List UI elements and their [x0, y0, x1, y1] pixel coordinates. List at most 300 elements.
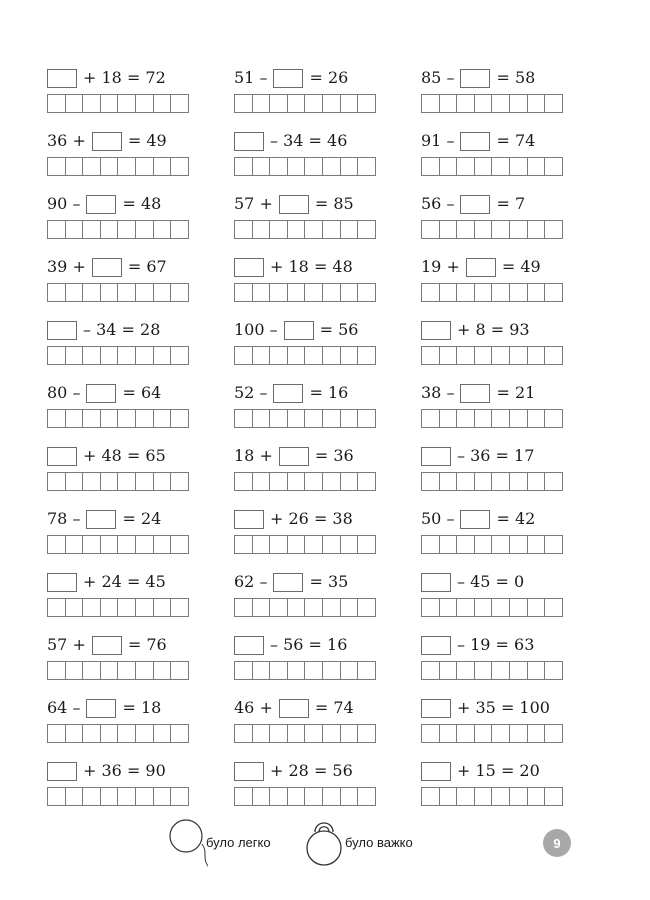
answer-cell[interactable]	[117, 94, 136, 113]
answer-cell[interactable]	[509, 94, 528, 113]
answer-cell[interactable]	[234, 220, 253, 239]
answer-cell[interactable]	[340, 598, 359, 617]
answer-cell[interactable]	[456, 220, 475, 239]
answer-cell[interactable]	[135, 787, 154, 806]
answer-cell[interactable]	[269, 409, 288, 428]
answer-cell[interactable]	[117, 283, 136, 302]
answer-cell[interactable]	[491, 283, 510, 302]
answer-cell[interactable]	[491, 94, 510, 113]
answer-cell[interactable]	[340, 283, 359, 302]
answer-cell[interactable]	[65, 157, 84, 176]
answer-cell[interactable]	[170, 283, 189, 302]
answer-cell[interactable]	[153, 283, 172, 302]
answer-cell[interactable]	[322, 220, 341, 239]
answer-cell[interactable]	[421, 472, 440, 491]
missing-number-box[interactable]	[279, 447, 309, 466]
answer-cell[interactable]	[474, 157, 493, 176]
answer-cell[interactable]	[135, 94, 154, 113]
answer-cell[interactable]	[474, 220, 493, 239]
answer-cell[interactable]	[252, 787, 271, 806]
answer-cell[interactable]	[456, 94, 475, 113]
answer-cell[interactable]	[269, 157, 288, 176]
answer-cell[interactable]	[421, 787, 440, 806]
answer-cell[interactable]	[234, 346, 253, 365]
answer-cell[interactable]	[100, 724, 119, 743]
missing-number-box[interactable]	[92, 636, 122, 655]
answer-cell[interactable]	[322, 787, 341, 806]
answer-cell[interactable]	[439, 472, 458, 491]
answer-cell[interactable]	[287, 346, 306, 365]
answer-cell[interactable]	[287, 535, 306, 554]
answer-cell[interactable]	[544, 409, 563, 428]
missing-number-box[interactable]	[47, 573, 77, 592]
answer-cell[interactable]	[234, 787, 253, 806]
missing-number-box[interactable]	[460, 69, 490, 88]
answer-cell[interactable]	[252, 283, 271, 302]
answer-cell[interactable]	[82, 283, 101, 302]
answer-cell[interactable]	[474, 598, 493, 617]
missing-number-box[interactable]	[421, 321, 451, 340]
answer-cell[interactable]	[117, 787, 136, 806]
answer-cell[interactable]	[304, 220, 323, 239]
answer-cell[interactable]	[527, 409, 546, 428]
answer-cell[interactable]	[439, 157, 458, 176]
answer-cell[interactable]	[117, 535, 136, 554]
answer-cell[interactable]	[135, 598, 154, 617]
answer-cell[interactable]	[474, 94, 493, 113]
answer-cell[interactable]	[65, 535, 84, 554]
answer-cell[interactable]	[252, 220, 271, 239]
answer-cell[interactable]	[544, 283, 563, 302]
answer-cell[interactable]	[47, 661, 66, 680]
missing-number-box[interactable]	[466, 258, 496, 277]
answer-cell[interactable]	[527, 157, 546, 176]
missing-number-box[interactable]	[234, 762, 264, 781]
answer-cell[interactable]	[252, 661, 271, 680]
answer-cell[interactable]	[357, 787, 376, 806]
answer-cell[interactable]	[47, 724, 66, 743]
missing-number-box[interactable]	[421, 573, 451, 592]
answer-cell[interactable]	[135, 157, 154, 176]
answer-cell[interactable]	[47, 220, 66, 239]
missing-number-box[interactable]	[460, 510, 490, 529]
answer-cell[interactable]	[287, 661, 306, 680]
answer-cell[interactable]	[527, 220, 546, 239]
missing-number-box[interactable]	[273, 573, 303, 592]
answer-cell[interactable]	[100, 283, 119, 302]
answer-cell[interactable]	[117, 472, 136, 491]
answer-cell[interactable]	[509, 283, 528, 302]
answer-cell[interactable]	[269, 94, 288, 113]
answer-cell[interactable]	[527, 724, 546, 743]
missing-number-box[interactable]	[47, 321, 77, 340]
answer-cell[interactable]	[509, 157, 528, 176]
answer-cell[interactable]	[47, 157, 66, 176]
answer-cell[interactable]	[421, 724, 440, 743]
missing-number-box[interactable]	[460, 195, 490, 214]
answer-cell[interactable]	[82, 220, 101, 239]
answer-cell[interactable]	[287, 94, 306, 113]
answer-cell[interactable]	[340, 220, 359, 239]
answer-cell[interactable]	[357, 598, 376, 617]
answer-cell[interactable]	[135, 472, 154, 491]
answer-cell[interactable]	[100, 598, 119, 617]
answer-cell[interactable]	[509, 409, 528, 428]
answer-cell[interactable]	[509, 661, 528, 680]
answer-cell[interactable]	[357, 472, 376, 491]
answer-cell[interactable]	[322, 346, 341, 365]
answer-cell[interactable]	[322, 157, 341, 176]
answer-cell[interactable]	[474, 724, 493, 743]
answer-cell[interactable]	[82, 724, 101, 743]
missing-number-box[interactable]	[279, 699, 309, 718]
answer-cell[interactable]	[421, 598, 440, 617]
answer-cell[interactable]	[47, 346, 66, 365]
answer-cell[interactable]	[527, 472, 546, 491]
answer-cell[interactable]	[527, 535, 546, 554]
answer-cell[interactable]	[456, 472, 475, 491]
answer-cell[interactable]	[527, 346, 546, 365]
answer-cell[interactable]	[153, 724, 172, 743]
answer-cell[interactable]	[439, 535, 458, 554]
answer-cell[interactable]	[304, 724, 323, 743]
answer-cell[interactable]	[474, 346, 493, 365]
answer-cell[interactable]	[153, 598, 172, 617]
missing-number-box[interactable]	[273, 69, 303, 88]
answer-cell[interactable]	[117, 409, 136, 428]
answer-cell[interactable]	[322, 472, 341, 491]
missing-number-box[interactable]	[47, 69, 77, 88]
answer-cell[interactable]	[252, 724, 271, 743]
answer-cell[interactable]	[47, 787, 66, 806]
answer-cell[interactable]	[491, 409, 510, 428]
answer-cell[interactable]	[82, 787, 101, 806]
answer-cell[interactable]	[65, 787, 84, 806]
missing-number-box[interactable]	[421, 699, 451, 718]
answer-cell[interactable]	[65, 283, 84, 302]
missing-number-box[interactable]	[421, 762, 451, 781]
answer-cell[interactable]	[509, 220, 528, 239]
answer-cell[interactable]	[544, 220, 563, 239]
answer-cell[interactable]	[527, 661, 546, 680]
answer-cell[interactable]	[170, 409, 189, 428]
answer-cell[interactable]	[135, 346, 154, 365]
answer-cell[interactable]	[509, 472, 528, 491]
answer-cell[interactable]	[357, 157, 376, 176]
answer-cell[interactable]	[287, 157, 306, 176]
answer-cell[interactable]	[117, 661, 136, 680]
answer-cell[interactable]	[304, 598, 323, 617]
answer-cell[interactable]	[135, 661, 154, 680]
answer-cell[interactable]	[117, 598, 136, 617]
answer-cell[interactable]	[421, 157, 440, 176]
answer-cell[interactable]	[456, 724, 475, 743]
answer-cell[interactable]	[544, 535, 563, 554]
answer-cell[interactable]	[153, 346, 172, 365]
missing-number-box[interactable]	[421, 636, 451, 655]
answer-cell[interactable]	[439, 724, 458, 743]
missing-number-box[interactable]	[86, 510, 116, 529]
answer-cell[interactable]	[509, 724, 528, 743]
answer-cell[interactable]	[269, 598, 288, 617]
answer-cell[interactable]	[47, 535, 66, 554]
answer-cell[interactable]	[491, 535, 510, 554]
missing-number-box[interactable]	[279, 195, 309, 214]
answer-cell[interactable]	[100, 535, 119, 554]
answer-cell[interactable]	[456, 787, 475, 806]
answer-cell[interactable]	[65, 94, 84, 113]
answer-cell[interactable]	[421, 220, 440, 239]
answer-cell[interactable]	[340, 724, 359, 743]
answer-cell[interactable]	[252, 472, 271, 491]
answer-cell[interactable]	[340, 346, 359, 365]
answer-cell[interactable]	[322, 409, 341, 428]
answer-cell[interactable]	[234, 472, 253, 491]
answer-cell[interactable]	[439, 598, 458, 617]
answer-cell[interactable]	[456, 283, 475, 302]
answer-cell[interactable]	[234, 598, 253, 617]
answer-cell[interactable]	[527, 283, 546, 302]
answer-cell[interactable]	[544, 472, 563, 491]
answer-cell[interactable]	[170, 157, 189, 176]
missing-number-box[interactable]	[273, 384, 303, 403]
missing-number-box[interactable]	[284, 321, 314, 340]
answer-cell[interactable]	[304, 787, 323, 806]
answer-cell[interactable]	[491, 661, 510, 680]
answer-cell[interactable]	[456, 661, 475, 680]
answer-cell[interactable]	[170, 787, 189, 806]
answer-cell[interactable]	[100, 787, 119, 806]
missing-number-box[interactable]	[234, 132, 264, 151]
answer-cell[interactable]	[153, 409, 172, 428]
answer-cell[interactable]	[439, 787, 458, 806]
answer-cell[interactable]	[82, 535, 101, 554]
answer-cell[interactable]	[269, 283, 288, 302]
missing-number-box[interactable]	[460, 384, 490, 403]
answer-cell[interactable]	[357, 724, 376, 743]
answer-cell[interactable]	[153, 94, 172, 113]
answer-cell[interactable]	[153, 472, 172, 491]
answer-cell[interactable]	[340, 157, 359, 176]
answer-cell[interactable]	[234, 283, 253, 302]
answer-cell[interactable]	[544, 598, 563, 617]
answer-cell[interactable]	[439, 220, 458, 239]
answer-cell[interactable]	[456, 409, 475, 428]
kettlebell-icon[interactable]	[303, 816, 345, 866]
answer-cell[interactable]	[153, 220, 172, 239]
answer-cell[interactable]	[474, 661, 493, 680]
answer-cell[interactable]	[474, 535, 493, 554]
answer-cell[interactable]	[421, 94, 440, 113]
answer-cell[interactable]	[234, 535, 253, 554]
answer-cell[interactable]	[322, 724, 341, 743]
answer-cell[interactable]	[304, 472, 323, 491]
answer-cell[interactable]	[304, 661, 323, 680]
answer-cell[interactable]	[269, 535, 288, 554]
answer-cell[interactable]	[340, 472, 359, 491]
answer-cell[interactable]	[100, 409, 119, 428]
answer-cell[interactable]	[170, 94, 189, 113]
answer-cell[interactable]	[491, 598, 510, 617]
answer-cell[interactable]	[135, 535, 154, 554]
answer-cell[interactable]	[252, 157, 271, 176]
answer-cell[interactable]	[252, 409, 271, 428]
answer-cell[interactable]	[357, 220, 376, 239]
answer-cell[interactable]	[287, 220, 306, 239]
answer-cell[interactable]	[170, 598, 189, 617]
answer-cell[interactable]	[287, 787, 306, 806]
answer-cell[interactable]	[304, 535, 323, 554]
answer-cell[interactable]	[544, 94, 563, 113]
answer-cell[interactable]	[340, 661, 359, 680]
answer-cell[interactable]	[252, 94, 271, 113]
answer-cell[interactable]	[287, 283, 306, 302]
missing-number-box[interactable]	[86, 195, 116, 214]
answer-cell[interactable]	[304, 346, 323, 365]
answer-cell[interactable]	[170, 220, 189, 239]
answer-cell[interactable]	[269, 346, 288, 365]
answer-cell[interactable]	[439, 409, 458, 428]
missing-number-box[interactable]	[92, 258, 122, 277]
answer-cell[interactable]	[304, 409, 323, 428]
answer-cell[interactable]	[491, 157, 510, 176]
answer-cell[interactable]	[509, 535, 528, 554]
missing-number-box[interactable]	[86, 384, 116, 403]
answer-cell[interactable]	[234, 661, 253, 680]
answer-cell[interactable]	[170, 472, 189, 491]
answer-cell[interactable]	[509, 787, 528, 806]
answer-cell[interactable]	[47, 283, 66, 302]
answer-cell[interactable]	[82, 94, 101, 113]
answer-cell[interactable]	[357, 409, 376, 428]
answer-cell[interactable]	[269, 472, 288, 491]
answer-cell[interactable]	[135, 724, 154, 743]
answer-cell[interactable]	[474, 409, 493, 428]
answer-cell[interactable]	[439, 94, 458, 113]
answer-cell[interactable]	[304, 283, 323, 302]
answer-cell[interactable]	[47, 94, 66, 113]
answer-cell[interactable]	[544, 157, 563, 176]
answer-cell[interactable]	[234, 724, 253, 743]
answer-cell[interactable]	[234, 157, 253, 176]
answer-cell[interactable]	[439, 661, 458, 680]
answer-cell[interactable]	[544, 724, 563, 743]
answer-cell[interactable]	[47, 472, 66, 491]
answer-cell[interactable]	[340, 94, 359, 113]
answer-cell[interactable]	[357, 283, 376, 302]
answer-cell[interactable]	[82, 598, 101, 617]
answer-cell[interactable]	[82, 346, 101, 365]
answer-cell[interactable]	[117, 724, 136, 743]
answer-cell[interactable]	[491, 346, 510, 365]
answer-cell[interactable]	[287, 598, 306, 617]
answer-cell[interactable]	[491, 787, 510, 806]
answer-cell[interactable]	[135, 283, 154, 302]
answer-cell[interactable]	[421, 661, 440, 680]
answer-cell[interactable]	[322, 94, 341, 113]
missing-number-box[interactable]	[86, 699, 116, 718]
answer-cell[interactable]	[117, 220, 136, 239]
answer-cell[interactable]	[65, 409, 84, 428]
answer-cell[interactable]	[100, 661, 119, 680]
missing-number-box[interactable]	[47, 447, 77, 466]
answer-cell[interactable]	[357, 346, 376, 365]
missing-number-box[interactable]	[234, 510, 264, 529]
answer-cell[interactable]	[269, 724, 288, 743]
answer-cell[interactable]	[340, 787, 359, 806]
answer-cell[interactable]	[269, 661, 288, 680]
missing-number-box[interactable]	[421, 447, 451, 466]
answer-cell[interactable]	[421, 346, 440, 365]
answer-cell[interactable]	[82, 409, 101, 428]
answer-cell[interactable]	[439, 346, 458, 365]
answer-cell[interactable]	[544, 346, 563, 365]
answer-cell[interactable]	[509, 598, 528, 617]
answer-cell[interactable]	[527, 787, 546, 806]
answer-cell[interactable]	[491, 472, 510, 491]
answer-cell[interactable]	[65, 472, 84, 491]
answer-cell[interactable]	[153, 157, 172, 176]
balloon-icon[interactable]	[168, 816, 208, 876]
answer-cell[interactable]	[322, 661, 341, 680]
answer-cell[interactable]	[322, 598, 341, 617]
answer-cell[interactable]	[357, 661, 376, 680]
answer-cell[interactable]	[456, 157, 475, 176]
answer-cell[interactable]	[527, 94, 546, 113]
answer-cell[interactable]	[304, 157, 323, 176]
missing-number-box[interactable]	[234, 636, 264, 655]
answer-cell[interactable]	[170, 661, 189, 680]
answer-cell[interactable]	[474, 283, 493, 302]
answer-cell[interactable]	[474, 787, 493, 806]
answer-cell[interactable]	[65, 661, 84, 680]
answer-cell[interactable]	[340, 535, 359, 554]
answer-cell[interactable]	[82, 472, 101, 491]
answer-cell[interactable]	[100, 220, 119, 239]
answer-cell[interactable]	[170, 535, 189, 554]
answer-cell[interactable]	[357, 535, 376, 554]
answer-cell[interactable]	[527, 598, 546, 617]
answer-cell[interactable]	[340, 409, 359, 428]
answer-cell[interactable]	[135, 220, 154, 239]
answer-cell[interactable]	[304, 94, 323, 113]
missing-number-box[interactable]	[460, 132, 490, 151]
answer-cell[interactable]	[47, 598, 66, 617]
answer-cell[interactable]	[100, 157, 119, 176]
answer-cell[interactable]	[234, 94, 253, 113]
answer-cell[interactable]	[269, 220, 288, 239]
answer-cell[interactable]	[322, 283, 341, 302]
missing-number-box[interactable]	[92, 132, 122, 151]
answer-cell[interactable]	[421, 409, 440, 428]
answer-cell[interactable]	[82, 661, 101, 680]
missing-number-box[interactable]	[47, 762, 77, 781]
answer-cell[interactable]	[234, 409, 253, 428]
answer-cell[interactable]	[287, 472, 306, 491]
answer-cell[interactable]	[153, 535, 172, 554]
answer-cell[interactable]	[421, 283, 440, 302]
answer-cell[interactable]	[439, 283, 458, 302]
answer-cell[interactable]	[269, 787, 288, 806]
answer-cell[interactable]	[474, 472, 493, 491]
answer-cell[interactable]	[65, 346, 84, 365]
answer-cell[interactable]	[117, 157, 136, 176]
answer-cell[interactable]	[252, 598, 271, 617]
answer-cell[interactable]	[491, 220, 510, 239]
missing-number-box[interactable]	[234, 258, 264, 277]
answer-cell[interactable]	[100, 346, 119, 365]
answer-cell[interactable]	[117, 346, 136, 365]
